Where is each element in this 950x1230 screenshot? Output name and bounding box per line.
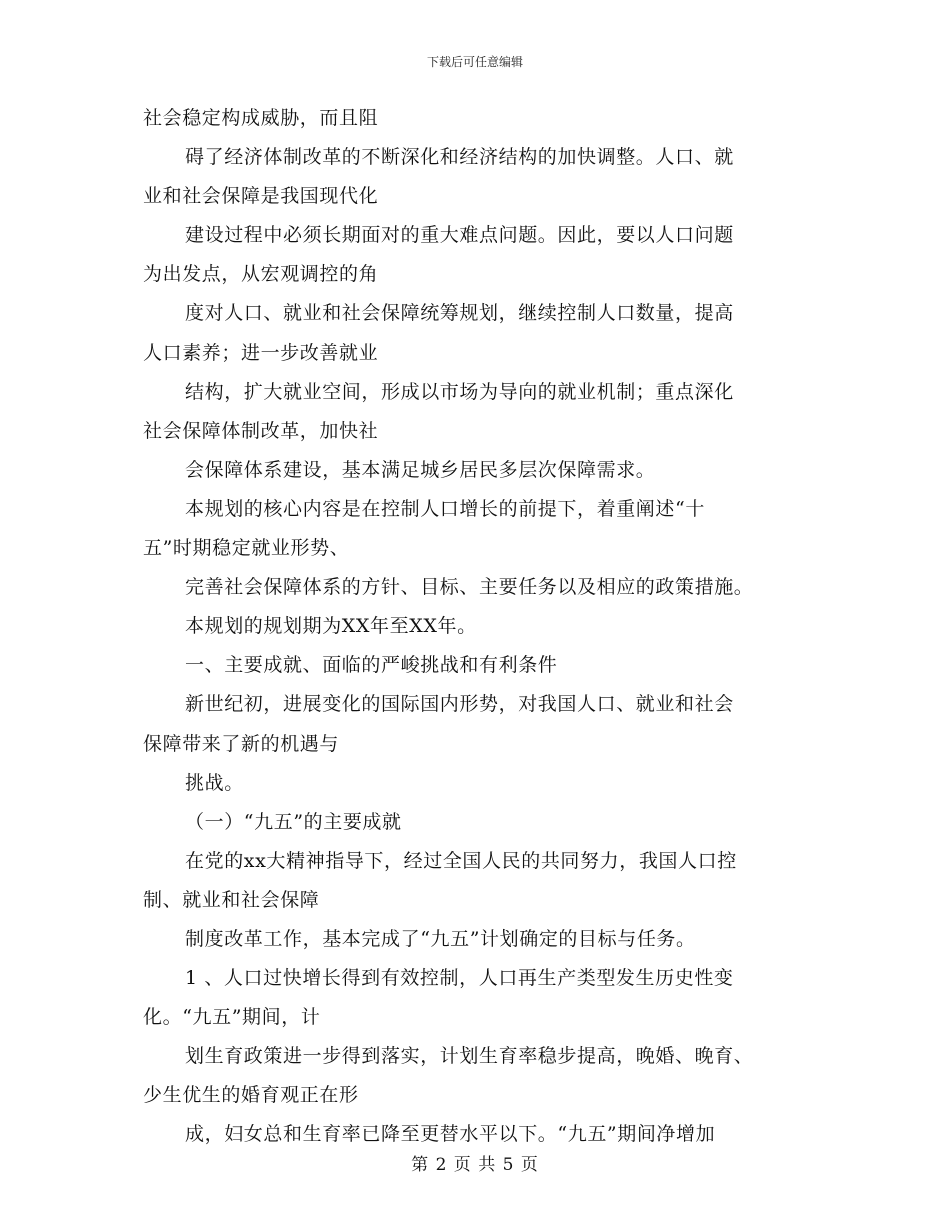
text-line: 社会稳定构成威胁，而且阻 xyxy=(143,107,379,129)
text-line: 完善社会保障体系的方针、目标、主要任务以及相应的政策措施。 xyxy=(185,576,754,599)
text-line: 保障带来了新的机遇与 xyxy=(143,732,340,755)
text-line: 五”时期稳定就业形势、 xyxy=(143,537,350,560)
text-line: 度对人口、就业和社会保障统筹规划，继续控制人口数量，提高 xyxy=(185,302,734,325)
text-line: 制度改革工作，基本完成了“九五”计划确定的目标与任务。 xyxy=(185,927,696,950)
page-header-note: 下载后可任意编辑 xyxy=(426,55,523,69)
text-line: 1 、人口过快增长得到有效控制，人口再生产类型发生历史性变 xyxy=(185,967,734,990)
text-line: 划生育政策进一步得到落实，计划生育率稳步提高，晚婚、晚育、 xyxy=(185,1045,754,1068)
text-line: 业和社会保障是我国现代化 xyxy=(143,185,379,208)
text-line: 建设过程中必须长期面对的重大难点问题。因此，要以人口问题 xyxy=(185,224,734,247)
text-line: 制、就业和社会保障 xyxy=(143,888,320,911)
text-line: 为出发点，从宏观调控的角 xyxy=(143,263,379,286)
text-line: （一）“九五”的主要成就 xyxy=(185,810,402,833)
text-line: 社会保障体制改革，加快社 xyxy=(143,419,379,442)
text-line: 化。“九五”期间，计 xyxy=(143,1006,321,1029)
text-line: 本规划的核心内容是在控制人口增长的前提下，着重阐述“十 xyxy=(185,497,705,520)
text-line: 结构，扩大就业空间，形成以市场为导向的就业机制；重点深化 xyxy=(185,380,734,403)
text-line: 在党的xx大精神指导下，经过全国人民的共同努力，我国人口控 xyxy=(185,849,737,872)
text-line: 碍了经济体制改革的不断深化和经济结构的加快调整。人口、就 xyxy=(185,146,734,169)
text-line: 人口素养；进一步改善就业 xyxy=(143,341,379,364)
text-line: 会保障体系建设，基本满足城乡居民多层次保障需求。 xyxy=(185,458,656,481)
document-body xyxy=(143,108,823,1164)
page-number-footer: 第 2 页 共 5 页 xyxy=(411,1155,539,1175)
text-line: 挑战。 xyxy=(185,771,244,794)
text-line: 本规划的规划期为XX年至XX年。 xyxy=(185,615,477,638)
text-line: 成，妇女总和生育率已降至更替水平以下。“九五”期间净增加 xyxy=(185,1123,716,1146)
text-line: 少生优生的婚育观正在形 xyxy=(143,1084,359,1107)
text-line: 新世纪初，进展变化的国际国内形势，对我国人口、就业和社会 xyxy=(185,693,734,716)
text-line: 一、主要成就、面临的严峻挑战和有利条件 xyxy=(185,654,558,677)
